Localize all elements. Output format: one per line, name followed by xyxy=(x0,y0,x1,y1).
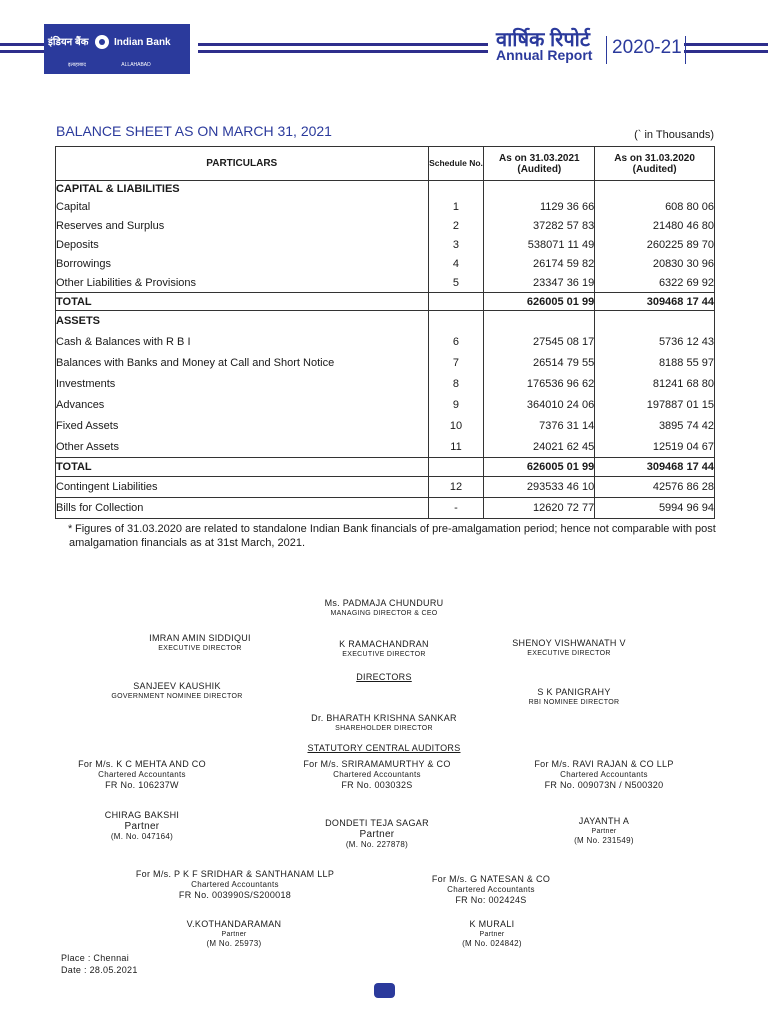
auditor-firm-1: For M/s. K C MEHTA AND CO Chartered Accountants FR No. 106237W xyxy=(78,759,206,790)
header-stripe xyxy=(684,43,768,46)
logo-hindi: इंडियन बैंक xyxy=(48,37,89,48)
directors-label: DIRECTORS xyxy=(356,672,412,682)
table-row: Fixed Assets 10 7376 31 14 3895 74 42 xyxy=(56,416,715,437)
header-stripe xyxy=(0,50,44,53)
header-stripe xyxy=(198,50,488,53)
signatory-md: Ms. PADMAJA CHUNDURU MANAGING DIRECTOR & CEO xyxy=(324,598,444,617)
table-row: Advances 9 364010 24 06 197887 01 15 xyxy=(56,395,715,416)
header-stripe xyxy=(198,43,488,46)
col-2020: As on 31.03.2020 (Audited) xyxy=(595,147,715,181)
table-row: Other Assets 11 24021 62 45 12519 04 67 xyxy=(56,437,715,458)
auditors-label: STATUTORY CENTRAL AUDITORS xyxy=(307,743,461,753)
place: Place : Chennai xyxy=(61,953,130,963)
col-schedule: Schedule No. xyxy=(428,147,484,181)
units-note: (` in Thousands) xyxy=(634,129,714,141)
date: Date : 28.05.2021 xyxy=(61,965,138,975)
page-title: BALANCE SHEET AS ON MARCH 31, 2021 xyxy=(56,123,332,139)
contingent-liabilities-row: Contingent Liabilities 12 293533 46 10 42576 86 28 xyxy=(56,477,715,498)
section-heading: CAPITAL & LIABILITIES xyxy=(56,181,715,198)
auditor-firm-2: For M/s. SRIRAMAMURTHY & CO Chartered Accountants FR No. 003032S xyxy=(303,759,451,790)
col-2021: As on 31.03.2021 (Audited) xyxy=(484,147,595,181)
signatory-ed1: IMRAN AMIN SIDDIQUI EXECUTIVE DIRECTOR xyxy=(149,633,251,652)
header-stripe xyxy=(684,50,768,53)
logo-sub-hindi: इलाहाबाद xyxy=(68,62,86,68)
auditor-firm-4: For M/s. P K F SRIDHAR & SANTHANAM LLP Chartered Accountants FR No. 003990S/S200018 xyxy=(135,869,335,900)
balance-sheet-table xyxy=(55,146,715,519)
signatory-ed3: SHENOY VISHWANATH V EXECUTIVE DIRECTOR xyxy=(512,638,626,657)
table-header-row xyxy=(56,147,715,181)
annual-report-hindi: वार्षिक रिपोर्ट xyxy=(496,29,590,51)
bills-for-collection-row: Bills for Collection - 12620 72 77 5994 96 94 xyxy=(56,498,715,519)
table-row: Other Liabilities & Provisions 5 23347 36 19 6322 69 92 xyxy=(56,274,715,293)
signatory-ed2: K RAMACHANDRAN EXECUTIVE DIRECTOR xyxy=(339,639,429,658)
table-row: Cash & Balances with R B I 6 27545 08 17 5736 12 43 xyxy=(56,332,715,353)
page-number-badge xyxy=(374,983,395,998)
header-stripe xyxy=(0,43,44,46)
indian-bank-logo xyxy=(44,24,190,74)
col-particulars: PARTICULARS xyxy=(56,147,429,181)
auditor-firm-5: For M/s. G NATESAN & CO Chartered Accountants FR No: 002424S xyxy=(431,874,551,905)
table-row: Deposits 3 538071 11 49 260225 89 70 xyxy=(56,236,715,255)
auditor-partner-3: JAYANTH A Partner (M No. 231549) xyxy=(574,816,634,845)
place-date xyxy=(61,952,138,976)
section-heading: ASSETS xyxy=(56,311,715,332)
table-row: Investments 8 176536 96 62 81241 68 80 xyxy=(56,374,715,395)
auditor-partner-5: K MURALI Partner (M No. 024842) xyxy=(462,919,522,948)
bank-emblem-icon xyxy=(95,35,109,49)
signatory-shareholder: Dr. BHARATH KRISHNA SANKAR SHAREHOLDER DIRECTOR xyxy=(311,713,457,732)
table-row: Capital 1 1129 36 66 608 80 06 xyxy=(56,198,715,217)
total-row: TOTAL 626005 01 99 309468 17 44 xyxy=(56,293,715,311)
table-row: Reserves and Surplus 2 37282 57 83 21480 46 80 xyxy=(56,217,715,236)
table-row: Borrowings 4 26174 59 82 20830 30 96 xyxy=(56,255,715,274)
logo-sub-english: ALLAHABAD xyxy=(121,62,151,68)
auditor-partner-1: CHIRAG BAKSHI Partner (M. No. 047164) xyxy=(104,810,180,841)
logo-english: Indian Bank xyxy=(113,37,171,48)
footnote-text: Figures of 31.03.2020 are related to standalone Indian Bank financials of pre-amalgamation period; hence not comparable with post amalgamation financials as at 31st March, 2021. xyxy=(69,523,716,549)
auditor-partner-4: V.KOTHANDARAMAN Partner (M No. 25973) xyxy=(186,919,282,948)
table-row: Balances with Banks and Money at Call and Short Notice 7 26514 79 55 8188 55 97 xyxy=(56,353,715,374)
signatory-gov: SANJEEV KAUSHIK GOVERNMENT NOMINEE DIRECTOR xyxy=(111,681,243,700)
annual-report-title: Annual Report xyxy=(496,47,593,63)
auditor-firm-3: For M/s. RAVI RAJAN & CO LLP Chartered Accountants FR No. 009073N / N500320 xyxy=(534,759,674,790)
total-row: TOTAL 626005 01 99 309468 17 44 xyxy=(56,458,715,477)
signatory-rbi: S K PANIGRAHY RBI NOMINEE DIRECTOR xyxy=(528,687,620,706)
report-year: 2020-21 xyxy=(606,36,686,64)
auditor-partner-2: DONDETI TEJA SAGAR Partner (M. No. 227878) xyxy=(325,818,429,849)
footnote: * Figures of 31.03.2020 are related to standalone Indian Bank financials of pre-amalgamation period; hence not comparable with post amalgamation financials as at 31st March, 2021. xyxy=(68,523,716,549)
